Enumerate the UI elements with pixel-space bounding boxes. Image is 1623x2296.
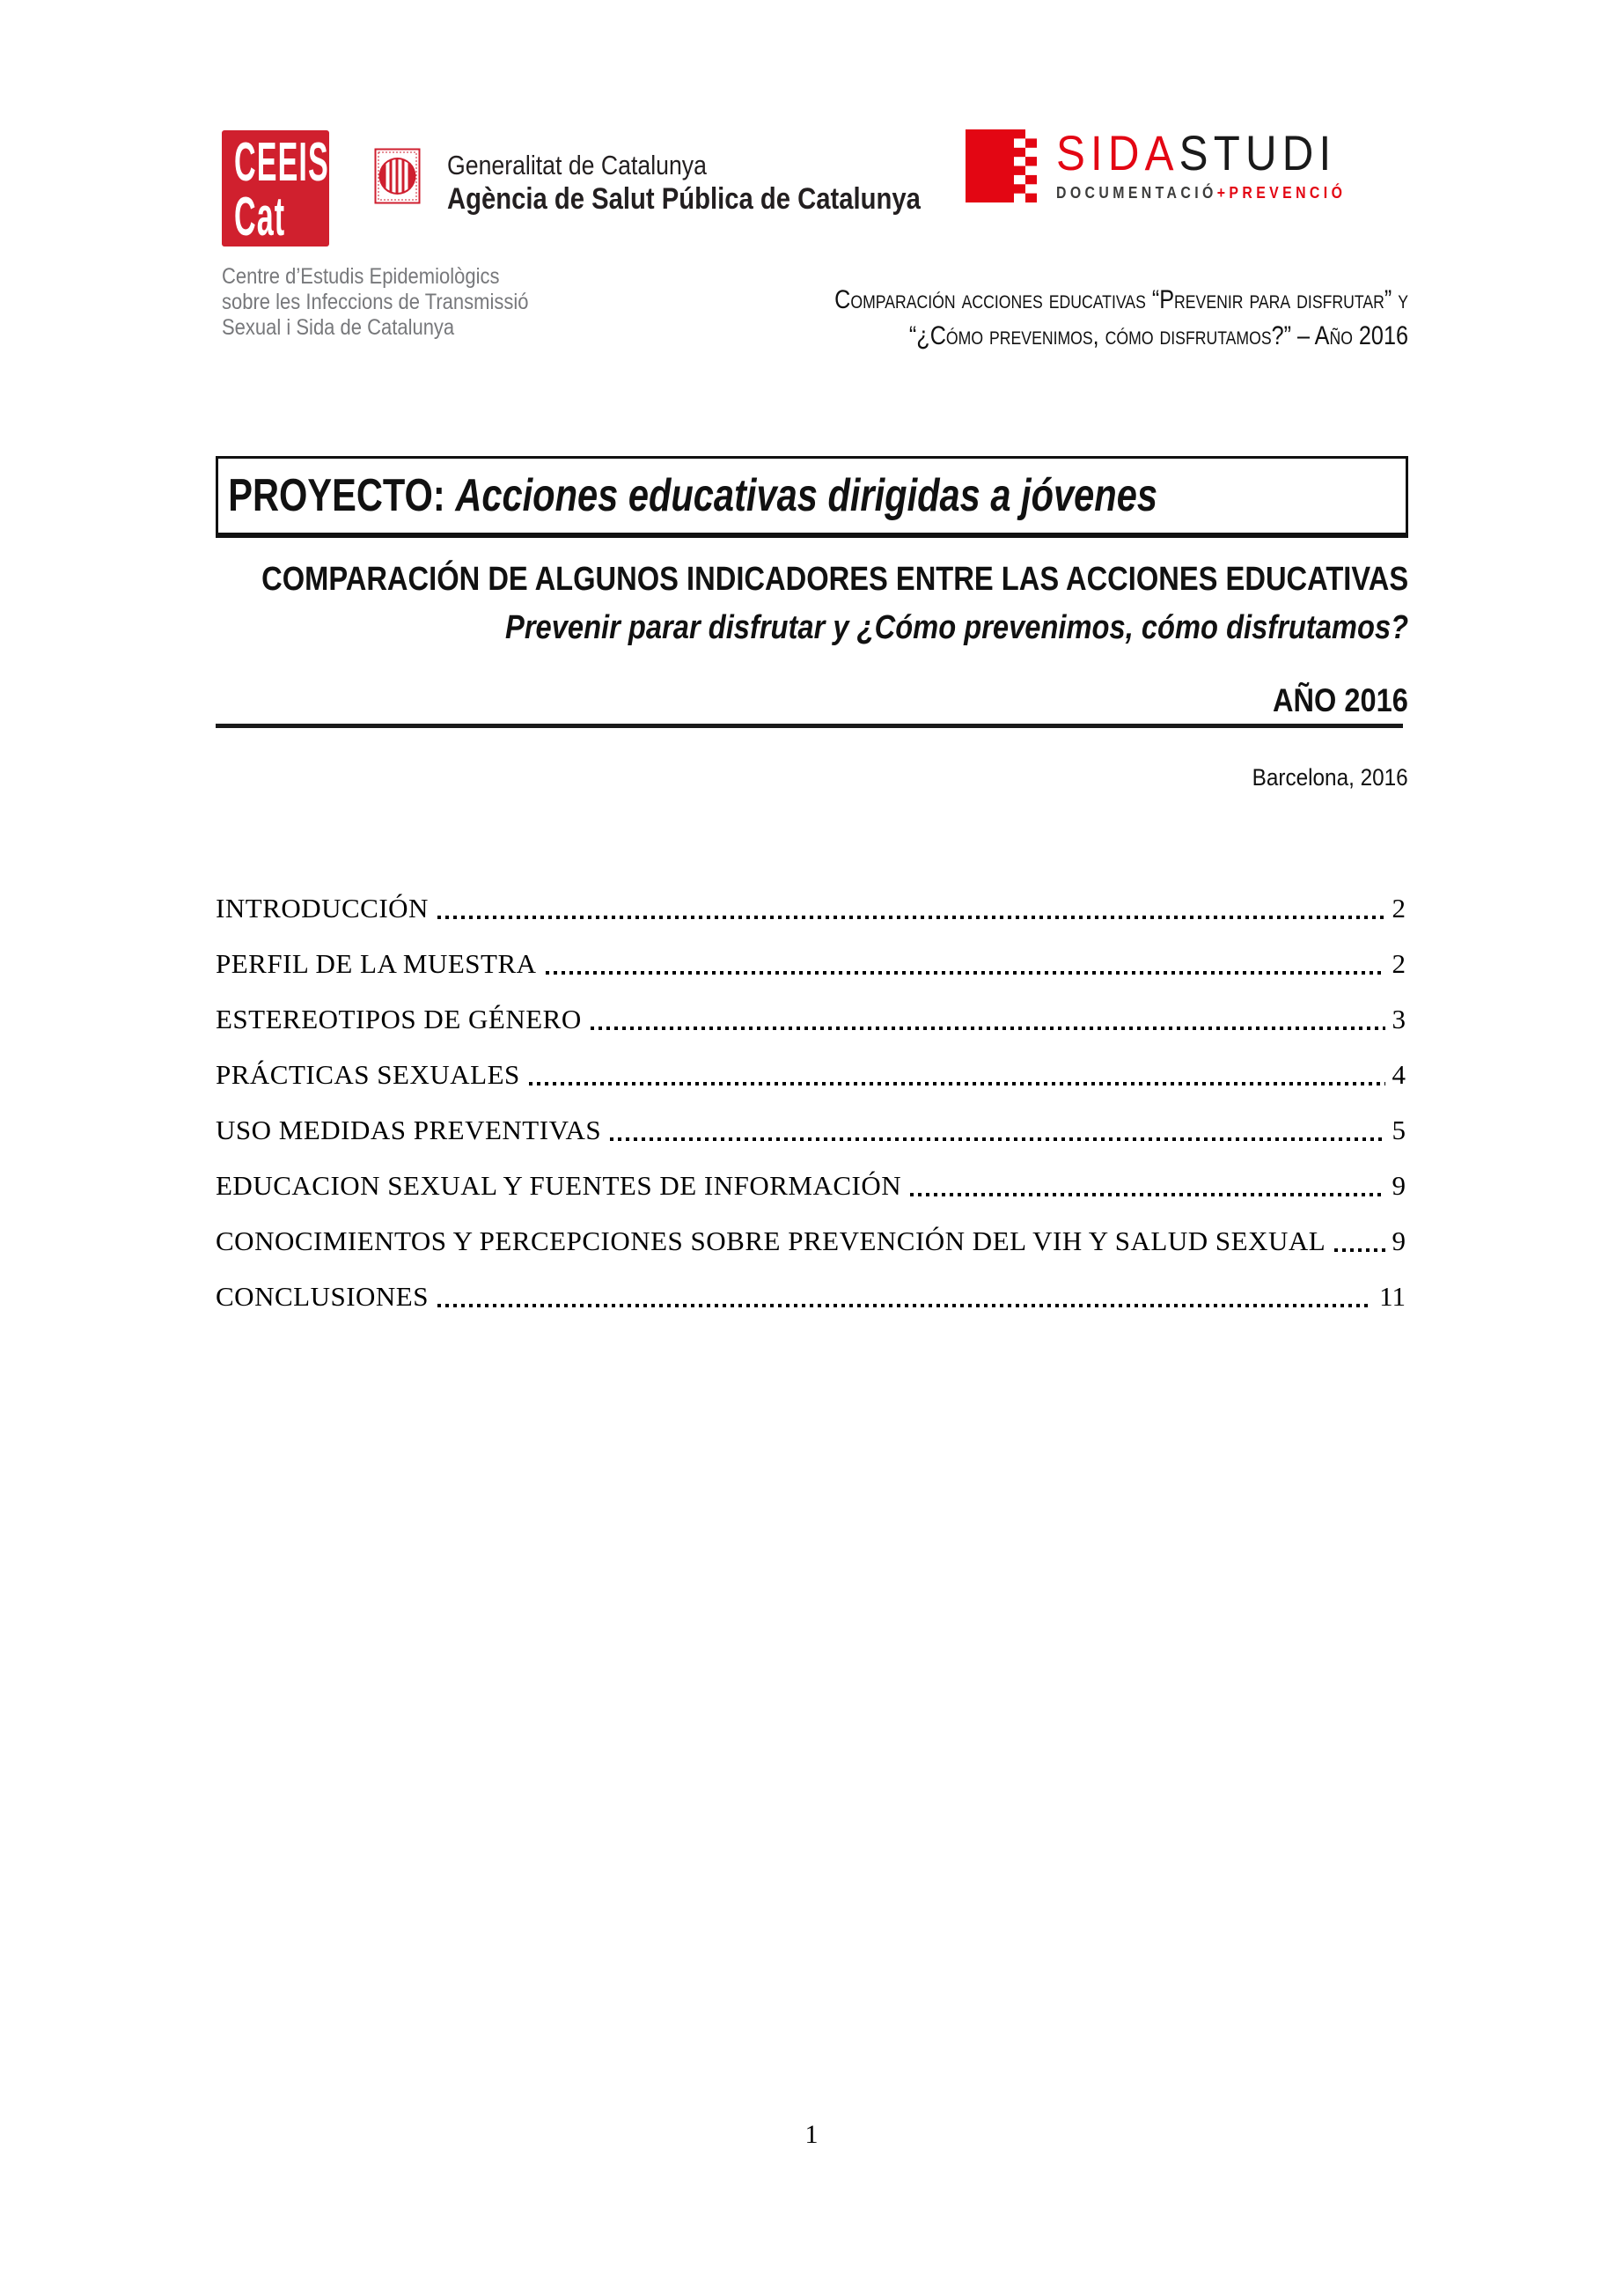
toc-dot-leader bbox=[591, 1027, 1385, 1030]
toc-dot-leader bbox=[910, 1193, 1384, 1196]
sidastudi-tagline: DOCUMENTACIÓ+PREVENCIÓ bbox=[1056, 184, 1347, 202]
ceeis-caption-line: Sexual i Sida de Catalunya bbox=[222, 315, 455, 340]
toc-entry-page: 2 bbox=[1392, 893, 1406, 924]
toc-entry-conocimientos-percepciones[interactable] bbox=[216, 1225, 1406, 1257]
toc-entry-page: 5 bbox=[1392, 1115, 1406, 1145]
toc-dot-leader bbox=[437, 1304, 1372, 1307]
toc-entry-label: ESTEREOTIPOS DE GÉNERO bbox=[216, 1004, 582, 1034]
toc-entry-educacion-sexual[interactable] bbox=[216, 1170, 1406, 1202]
table-of-contents bbox=[216, 893, 1406, 1336]
toc-entry-conclusiones[interactable] bbox=[216, 1281, 1406, 1313]
toc-dot-leader bbox=[529, 1082, 1385, 1085]
generalitat-senyera-icon bbox=[374, 148, 421, 209]
ceeis-logo-line1: CEEIS bbox=[234, 132, 329, 193]
sidastudi-logo-icon bbox=[966, 129, 1037, 207]
toc-dot-leader bbox=[1334, 1248, 1384, 1252]
subtitle-programs: Prevenir parar disfrutar y ¿Cómo prevenimos, cómo disfrutamos? bbox=[504, 609, 1408, 646]
toc-dot-leader bbox=[610, 1137, 1384, 1141]
horizontal-rule bbox=[216, 724, 1403, 728]
toc-entry-label: USO MEDIDAS PREVENTIVAS bbox=[216, 1115, 602, 1145]
generalitat-line1: Generalitat de Catalunya bbox=[447, 150, 707, 180]
ceeis-caption bbox=[222, 264, 528, 341]
toc-dot-leader bbox=[437, 916, 1385, 919]
toc-entry-page: 4 bbox=[1392, 1059, 1406, 1090]
toc-entry-page: 3 bbox=[1392, 1004, 1406, 1034]
toc-entry-page: 9 bbox=[1392, 1225, 1406, 1256]
ceeis-cat-logo bbox=[222, 130, 329, 247]
year-label: AÑO 2016 bbox=[1273, 682, 1408, 718]
sidastudi-name bbox=[1056, 125, 1346, 180]
sidastudi-name-sida: SIDA bbox=[1056, 125, 1179, 180]
generalitat-wordmark bbox=[447, 150, 921, 217]
ceeis-caption-line: Centre d’Estudis Epidemiològics bbox=[222, 264, 500, 289]
toc-entry-label: PERFIL DE LA MUESTRA bbox=[216, 948, 537, 979]
project-title-italic: Acciones educativas dirigidas a jóvenes bbox=[455, 470, 1157, 521]
ceeis-caption-line: sobre les Infeccions de Transmissió bbox=[222, 290, 529, 314]
subtitle-comparison: COMPARACIÓN DE ALGUNOS INDICADORES ENTRE LAS ACCIONES EDUCATIVAS bbox=[261, 561, 1408, 598]
toc-entry-practicas-sexuales[interactable] bbox=[216, 1059, 1406, 1091]
toc-entry-page: 11 bbox=[1379, 1281, 1406, 1312]
project-title-box bbox=[216, 456, 1408, 538]
toc-entry-label: CONCLUSIONES bbox=[216, 1281, 429, 1312]
toc-entry-label: PRÁCTICAS SEXUALES bbox=[216, 1059, 520, 1090]
toc-entry-estereotipos-genero[interactable] bbox=[216, 1004, 1406, 1035]
toc-entry-uso-medidas-preventivas[interactable] bbox=[216, 1115, 1406, 1146]
sidastudi-name-studi: STUDI bbox=[1179, 125, 1337, 180]
toc-entry-label: EDUCACION SEXUAL Y FUENTES DE INFORMACIÓN bbox=[216, 1170, 902, 1201]
toc-entry-page: 2 bbox=[1392, 948, 1406, 979]
document-reference-header bbox=[834, 282, 1408, 354]
sidastudi-wordmark bbox=[1056, 125, 1347, 202]
generalitat-line2: Agència de Salut Pública de Catalunya bbox=[447, 182, 921, 216]
toc-entry-label: INTRODUCCIÓN bbox=[216, 893, 429, 924]
place-date: Barcelona, 2016 bbox=[1252, 764, 1408, 791]
document-reference-line2: “¿Cómo prevenimos, cómo disfrutamos?” – Año 2016 bbox=[908, 321, 1408, 350]
page-number: 1 bbox=[804, 2120, 819, 2149]
project-title bbox=[218, 469, 1157, 522]
toc-entry-label: CONOCIMIENTOS Y PERCEPCIONES SOBRE PREVENCIÓN DEL VIH Y SALUD SEXUAL bbox=[216, 1225, 1326, 1256]
toc-entry-perfil-muestra[interactable] bbox=[216, 948, 1406, 980]
ceeis-logo-line2: Cat bbox=[234, 187, 286, 247]
document-reference-line1: Comparación acciones educativas “Prevenir para disfrutar” y bbox=[834, 285, 1408, 314]
project-title-prefix: PROYECTO: bbox=[228, 470, 456, 521]
toc-entry-page: 9 bbox=[1392, 1170, 1406, 1201]
ceeis-cat-logo-text bbox=[234, 132, 329, 247]
toc-entry-introduccion[interactable] bbox=[216, 893, 1406, 924]
toc-dot-leader bbox=[546, 971, 1385, 975]
